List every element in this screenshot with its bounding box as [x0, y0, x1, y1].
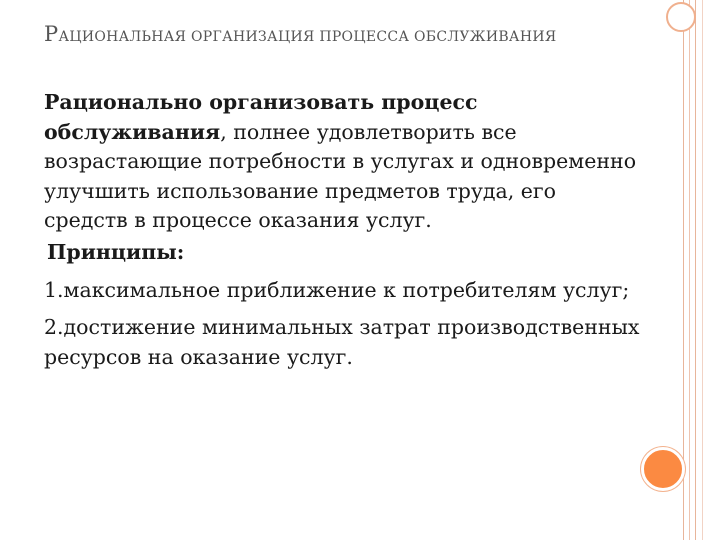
slide-body	[44, 88, 644, 372]
intro-paragraph	[44, 88, 644, 236]
intro-text: , полнее удовлетворить все возрастающие потребности в услугах и одновременно улучшить использование предметов труда, его средств в процессе оказания услуг.	[44, 119, 637, 233]
title-first-letter: Р	[44, 22, 59, 46]
principles-heading: Принципы:	[47, 239, 185, 264]
decorative-vertical-line	[702, 0, 703, 540]
decorative-vertical-line	[683, 0, 684, 540]
decorative-vertical-line	[695, 0, 696, 540]
title-rest: АЦИОНАЛЬНАЯ ОРГАНИЗАЦИЯ ПРОЦЕССА ОБСЛУЖИВАНИЯ	[58, 29, 557, 45]
slide-title	[44, 18, 644, 53]
decorative-orange-circle	[641, 447, 685, 491]
intro-bold-text: Рационально организовать процесс обслуживания	[44, 90, 478, 144]
decorative-vertical-line	[689, 0, 690, 540]
principle-item: 1.максимальное приближение к потребителям услуг;	[44, 277, 630, 302]
decorative-circle-outline	[666, 2, 696, 32]
principle-item: 2.достижение минимальных затрат производственных ресурсов на оказание услуг.	[44, 315, 640, 369]
